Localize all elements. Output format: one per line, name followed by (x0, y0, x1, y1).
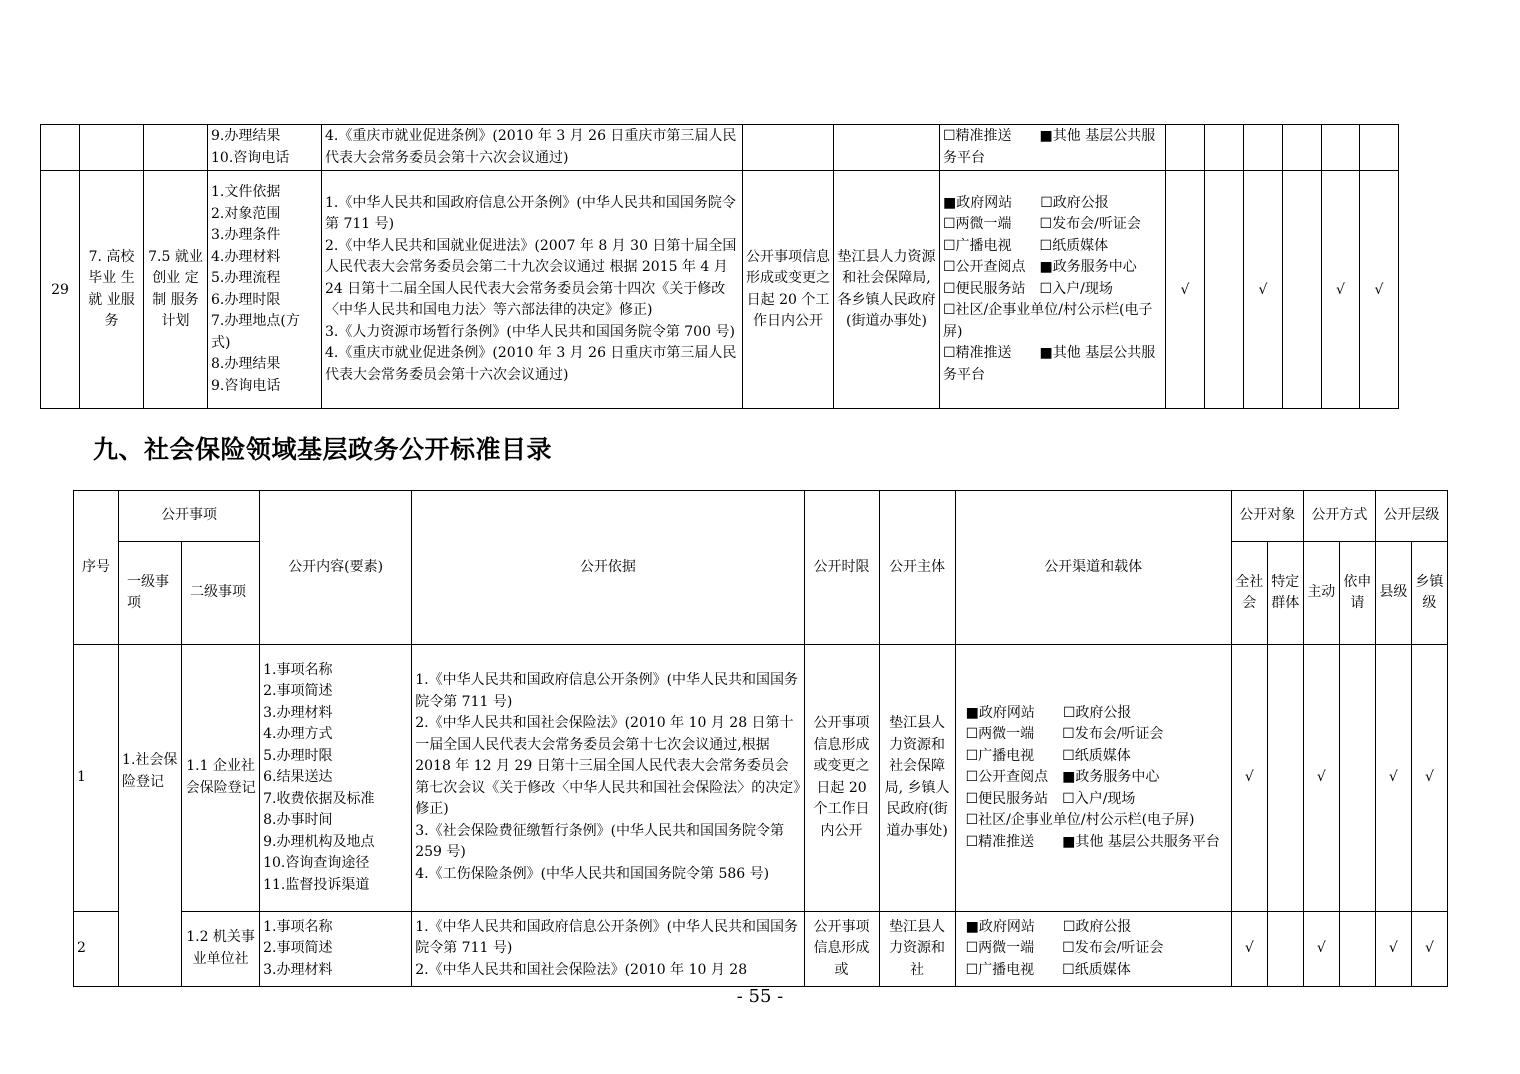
header-method: 公开方式 (1303, 491, 1375, 542)
basis-cell: 1.《中华人民共和国政府信息公开条例》(中华人民共和国国务院令第 711 号) 2.《中华人民共和国社会保险法》(2010 年 10 月 28 日第十一届全国人民代表大会常务委员会第十七次会议通过,根据 2018 年 12 月 29 日第十三届全国人民代表大会常务委员会第七次会议《关于修改〈中华人民共和国社会保险法〉的决定》修正) 3.《社会保险费征缴暂行条例》(中华人民共和国国务院令第 259 号) 4.《工伤保险条例》(中华人民共和国国务院令第 586 号) (412, 645, 804, 912)
basis-cell: 1.《中华人民共和国政府信息公开条例》(中华人民共和国国务院令第 711 号) 2.《中华人民共和国社会保险法》(2010 年 10 月 28 (412, 911, 804, 986)
basis-cell: 1.《中华人民共和国政府信息公开条例》(中华人民共和国国务院令第 711 号) 2.《中华人民共和国就业促进法》(2007 年 8 月 30 日第十届全国人民代表大会常务委员会第二十九次会议通过 根据 2015 年 4 月 24 日第十二届全国人民代表大会常务委员会第十四次《关于修改〈中华人民共和国电力法〉等六部法律的决定》修正) 3.《人力资源市场暂行条例》(中华人民共和国国务院令第 700 号) 4.《重庆市就业促进条例》(2010 年 3 月 26 日重庆市第三届人民代表大会常务委员会第十六次会议通过) (322, 171, 743, 409)
header-subject: 公开主体 (879, 491, 955, 645)
check-on-request (1283, 171, 1322, 409)
header-no: 序号 (74, 491, 119, 645)
content-cell: 1.文件依据 2.对象范围 3.办理条件 4.办理材料 5.办理流程 6.办理时限 7.办理地点(方式) 8.办理结果 9.咨询电话 (208, 171, 322, 409)
level2-item: 7.5 就业 创业 定制 服务 计划 (144, 171, 208, 409)
subject-cell: 垫江县人力资源和社会保障局, 各乡镇人民政府(街道办事处) (834, 171, 940, 409)
channels-cell: ■政府网站 ☐政府公报 ☐两微一端 ☐发布会/听证会 ☐广播电视 ☐纸质媒体 ☐公开查阅点 ■政务服务中心 ☐便民服务站 ☐入户/现场 ☐社区/企事业单位/村公示栏(电子屏) ☐精准推送 ■其他 基层公共服务平台 (940, 171, 1166, 409)
header-on-request: 依申请 (1339, 542, 1375, 645)
check-active: √ (1303, 645, 1339, 912)
table-row (74, 911, 1448, 986)
header-basis: 公开依据 (412, 491, 804, 645)
channels-cell: ☐精准推送 ■其他 基层公共服务平台 (940, 125, 1166, 171)
content-cell: 1.事项名称 2.事项简述 3.办理材料 (260, 911, 412, 986)
time-limit-cell: 公开事项信息形成或 (804, 911, 879, 986)
check-on-request (1339, 911, 1375, 986)
header-level: 公开层级 (1375, 491, 1447, 542)
row-number: 29 (41, 171, 80, 409)
channels-cell: ■政府网站 ☐政府公报 ☐两微一端 ☐发布会/听证会 ☐广播电视 ☐纸质媒体 ☐公开查阅点 ■政务服务中心 ☐便民服务站 ☐入户/现场 ☐社区/企事业单位/村公示栏(电子屏) ☐精准推送 ■其他 基层公共服务平台 (955, 645, 1231, 912)
header-township: 乡镇级 (1411, 542, 1447, 645)
header-active: 主动 (1303, 542, 1339, 645)
header-target: 公开对象 (1231, 491, 1303, 542)
table-row (41, 171, 1399, 409)
content-cell: 9.办理结果 10.咨询电话 (208, 125, 322, 171)
check-county: √ (1375, 645, 1411, 912)
subject-cell: 垫江县人力资源和社 (879, 911, 955, 986)
check-county: √ (1375, 911, 1411, 986)
check-all-society: √ (1166, 171, 1205, 409)
table-row (74, 645, 1448, 912)
header-time-limit: 公开时限 (804, 491, 879, 645)
header-level1: 一级事项 (119, 542, 182, 645)
row-number: 1 (74, 645, 119, 912)
time-limit-cell: 公开事项信息形成或变更之日起 20 个工作日内公开 (743, 171, 834, 409)
header-all-society: 全社会 (1231, 542, 1267, 645)
header-channels: 公开渠道和载体 (955, 491, 1231, 645)
section-title: 九、社会保险领域基层政务公开标准目录 (93, 435, 553, 464)
page-number: - 55 - (736, 986, 784, 1007)
check-active: √ (1303, 911, 1339, 986)
social-insurance-table (73, 490, 1448, 987)
channels-cell: ■政府网站 ☐政府公报 ☐两微一端 ☐发布会/听证会 ☐广播电视 ☐纸质媒体 (955, 911, 1231, 986)
level2-item: 1.1 企业社会保险登记 (182, 645, 260, 912)
check-all-society: √ (1231, 645, 1267, 912)
check-township: √ (1411, 911, 1447, 986)
check-specific-group (1267, 911, 1303, 986)
row-number: 2 (74, 911, 119, 986)
level2-item: 1.2 机关事业单位社 (182, 911, 260, 986)
check-on-request (1339, 645, 1375, 912)
header-specific-group: 特定群体 (1267, 542, 1303, 645)
header-public-item: 公开事项 (119, 491, 260, 542)
check-township: √ (1411, 645, 1447, 912)
header-content: 公开内容(要素) (260, 491, 412, 645)
header-level2: 二级事项 (182, 542, 260, 645)
check-township: √ (1360, 171, 1399, 409)
level1-item: 7. 高校 毕业 生就 业服务 (80, 171, 144, 409)
header-county: 县级 (1375, 542, 1411, 645)
subject-cell: 垫江县人力资源和社会保障局, 乡镇人民政府(街道办事处) (879, 645, 955, 912)
employment-table (40, 124, 1399, 409)
check-county: √ (1322, 171, 1360, 409)
header-row (74, 491, 1448, 542)
check-active: √ (1244, 171, 1283, 409)
content-cell: 1.事项名称 2.事项简述 3.办理材料 4.办理方式 5.办理时限 6.结果送达 7.收费依据及标准 8.办事时间 9.办理机构及地点 10.咨询查询途径 11.监督投诉渠道 (260, 645, 412, 912)
time-limit-cell: 公开事项信息形成或变更之日起 20 个工作日内公开 (804, 645, 879, 912)
check-all-society: √ (1231, 911, 1267, 986)
check-specific-group (1205, 171, 1244, 409)
table-row (41, 125, 1399, 171)
level1-item: 1.社会保险登记 (119, 645, 182, 987)
check-specific-group (1267, 645, 1303, 912)
basis-cell: 4.《重庆市就业促进条例》(2010 年 3 月 26 日重庆市第三届人民代表大会常务委员会第十六次会议通过) (322, 125, 743, 171)
